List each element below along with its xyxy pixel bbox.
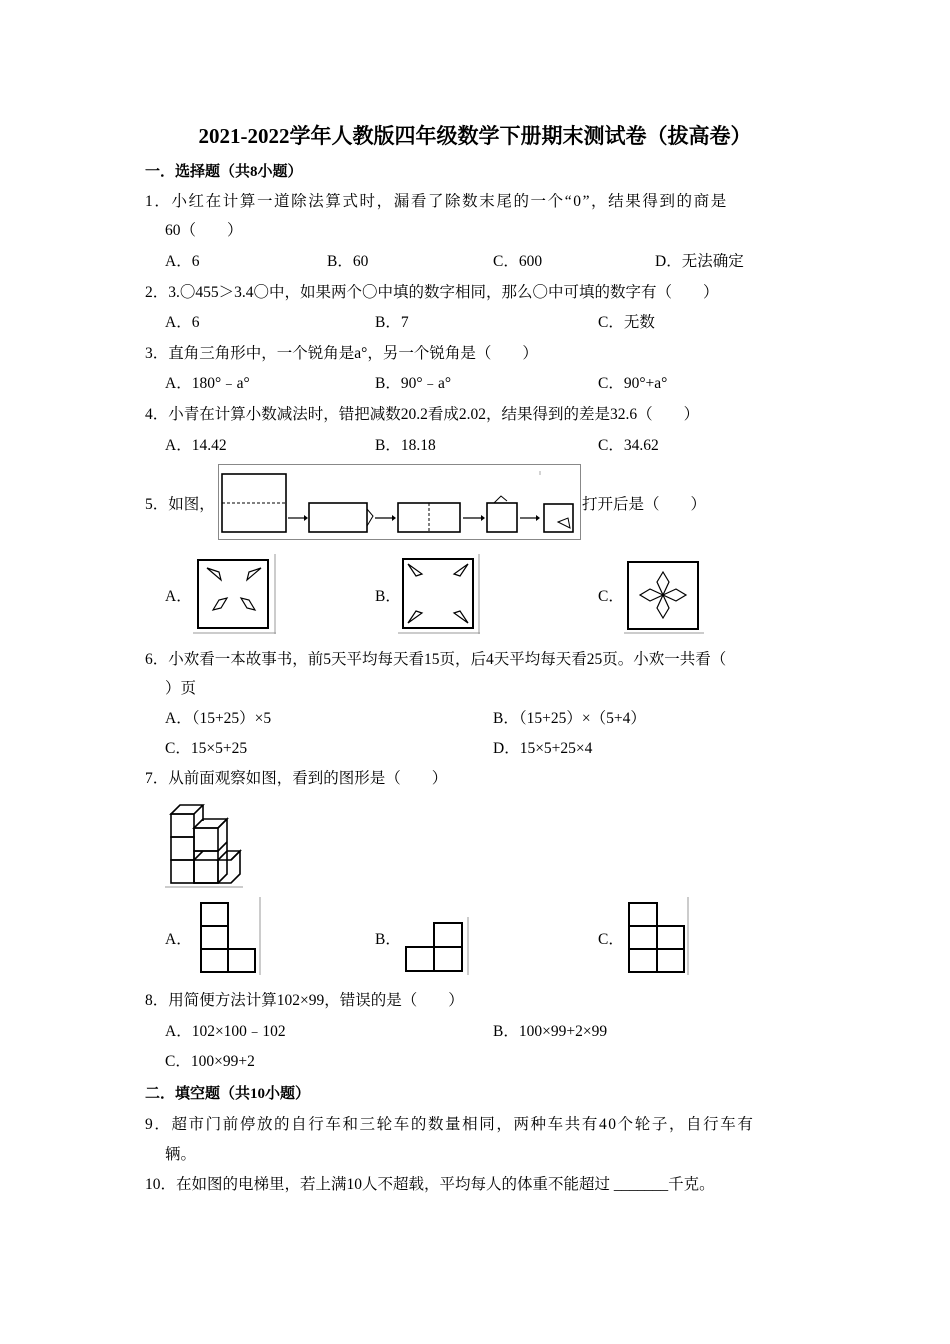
q7-option-c-figure <box>624 897 690 975</box>
q3-option-a: A．180°﹣a° <box>165 375 250 392</box>
q6-option-c: C．15×5+25 <box>165 740 248 757</box>
q1-option-b: B．60 <box>327 253 369 270</box>
q3-option-b: B．90°﹣a° <box>375 375 452 392</box>
page-title: 2021-2022学年人教版四年级数学下册期末测试卷（拔高卷） <box>198 124 752 148</box>
q7-option-b-figure <box>400 917 470 975</box>
q5-option-b-figure <box>398 554 480 634</box>
q5-option-a-figure <box>193 554 276 634</box>
q1-option-a: A．6 <box>165 253 200 270</box>
section-heading-choice: 一．选择题（共8小题） <box>145 164 303 180</box>
question-1-continuation: 60（ ） <box>165 222 243 239</box>
question-9-continuation: 辆。 <box>165 1146 197 1163</box>
q6-option-a: A．（15+25）×5 <box>165 710 272 727</box>
q1-option-c: C．600 <box>493 253 543 270</box>
q5-option-a: A． <box>165 588 192 605</box>
q5-option-c-figure <box>624 558 704 634</box>
q7-option-c: C． <box>598 931 624 948</box>
question-6-text: 6．小欢看一本故事书，前5天平均每天看15页，后4天平均每天看25页。小欢一共看（ <box>145 651 727 668</box>
q3-option-c: C．90°+a° <box>598 375 668 392</box>
q2-option-a: A．6 <box>165 314 200 331</box>
question-10-text: 10．在如图的电梯里，若上满10人不超载，平均每人的体重不能超过 _______千克。 <box>145 1176 715 1193</box>
q4-option-a: A．14.42 <box>165 437 227 454</box>
q4-option-c: C．34.62 <box>598 437 659 454</box>
question-5-prefix: 5．如图， <box>145 496 215 513</box>
q5-option-c: C． <box>598 588 624 605</box>
q2-option-b: B．7 <box>375 314 409 331</box>
q1-option-d: D．无法确定 <box>655 253 744 270</box>
q7-option-a-figure <box>196 897 262 975</box>
q8-option-a: A．102×100﹣102 <box>165 1023 286 1040</box>
question-9-text: 9．超市门前停放的自行车和三轮车的数量相同，两种车共有40个轮子，自行车有 <box>145 1116 755 1133</box>
cube-stack-figure <box>165 801 243 889</box>
q6-option-d: D．15×5+25×4 <box>493 740 593 757</box>
q8-option-c: C．100×99+2 <box>165 1053 255 1070</box>
q7-option-b: B． <box>375 931 401 948</box>
paper-folding-diagram <box>218 464 581 540</box>
question-5-suffix: 打开后是（ ） <box>582 496 707 513</box>
question-4-text: 4．小青在计算小数减法时，错把减数20.2看成2.02，结果得到的差是32.6（ ） <box>145 406 700 423</box>
question-3-text: 3．直角三角形中，一个锐角是a°，另一个锐角是（ ） <box>145 345 538 362</box>
question-1-text: 1．小红在计算一道除法算式时，漏看了除数末尾的一个“0”，结果得到的商是 <box>145 193 728 210</box>
q8-option-b: B．100×99+2×99 <box>493 1023 608 1040</box>
q5-option-b: B． <box>375 588 401 605</box>
question-7-text: 7．从前面观察如图，看到的图形是（ ） <box>145 770 448 787</box>
q6-option-b: B．（15+25）×（5+4） <box>493 710 646 727</box>
question-8-text: 8．用简便方法计算102×99，错误的是（ ） <box>145 992 464 1009</box>
q4-option-b: B．18.18 <box>375 437 436 454</box>
question-6-continuation: ）页 <box>165 680 197 697</box>
q2-option-c: C．无数 <box>598 314 655 331</box>
section-heading-fill: 二．填空题（共10小题） <box>145 1086 311 1102</box>
question-2-text: 2．3.〇455＞3.4〇中，如果两个〇中填的数字相同，那么〇中可填的数字有（ ） <box>145 284 719 301</box>
q7-option-a: A． <box>165 931 192 948</box>
